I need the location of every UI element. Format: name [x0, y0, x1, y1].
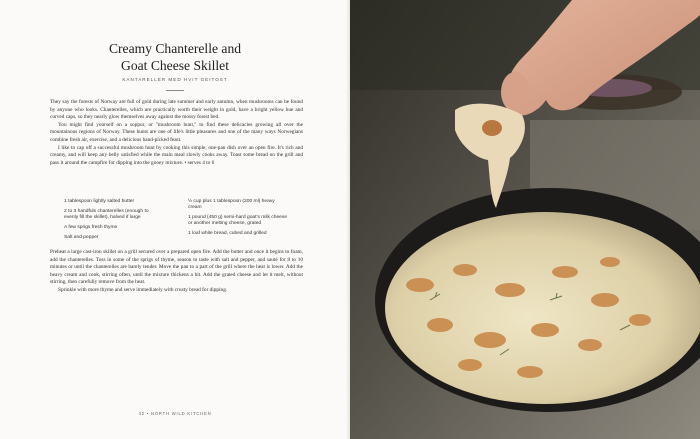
recipe-title — [0, 40, 350, 74]
page-footer: 32 • NORTH WILD KITCHEN — [138, 411, 212, 416]
recipe-intro — [50, 99, 303, 167]
skillet-photo — [350, 0, 700, 439]
serves-note: • serves 4 to 6 — [183, 159, 215, 166]
ingredient-item: 1 pound (450 g) semi-hard goat's milk cheese or another melting cheese, grated — [188, 215, 288, 227]
intro-paragraph: You might find yourself on a soppur, or "mushroom hunt," to find these delicacies growing all over the mountainous regions of Norway. These hunts are one of life's little pleasures and one of the many ways Norwegians combine fresh air, exercise, and a delicious hand-picked feast. — [50, 121, 303, 143]
title-divider — [166, 90, 184, 91]
ingredients-column-right — [188, 199, 288, 245]
ingredient-item: 1 tablespoon lightly salted butter — [64, 199, 135, 204]
intro-paragraph: They say the forests of Norway are full of gold during late summer and early autumn, when mushrooms can be found by anyone who looks. Chanterelles, which are practically worth their weight in gold, have a bright yellow hue and curved caps, so they nearly glow themselves away against the mossy forest bed. — [50, 99, 303, 121]
thumb — [501, 72, 529, 112]
ingredient-item: ½ cup plus 1 tablespoon (200 ml) heavy cream — [188, 199, 275, 211]
intro-paragraph — [50, 145, 303, 168]
recipe-method — [50, 249, 303, 295]
recipe-title-line2: Goat Cheese Skillet — [121, 58, 229, 73]
ingredient-item: 2 to 3 handfuls chanterelles (enough to evenly fill the skillet), halved if large — [64, 208, 149, 221]
recipe-subtitle: KANTARELLER MED HVIT GEITOST — [122, 77, 228, 82]
bread-mushroom — [482, 120, 502, 136]
ingredient-item: A few sprigs fresh thyme — [64, 225, 118, 231]
recipe-title-line1: Creamy Chanterelle and — [108, 41, 242, 56]
method-paragraph: Preheat a large cast-iron skillet on a grill secured over a prepared open fire. Add the butter and once it begins to foam, add the chanterelles. Toss in some of the sprigs of thyme, season to taste with salt and pepper, and sauté for 8 to 10 minutes or until the chanterelles are barely tender. Move the pan to a part of the grill where the heat is lower. Add the heavy cream and cook, stirring often, until the mixture thickens a bit. Add the grated cheese and let it melt, without stirring, then carefully remove from the heat. — [50, 249, 303, 286]
ingredients-list — [64, 199, 294, 245]
ingredient-item: 1 loaf white bread, cubed and grilled — [188, 231, 267, 237]
ingredients-column-left — [64, 199, 164, 245]
ingredient-item: Salt and pepper — [64, 234, 99, 240]
method-paragraph: Sprinkle with more thyme and serve immediately with crusty bread for dipping. — [58, 286, 228, 293]
skillet-cheese — [385, 212, 700, 404]
photo-page — [350, 0, 700, 439]
intro-text: I like to cap off a successful mushroom hunt by cooking this simple, one-pan dish over an open fire. It's rich and creamy, and will keep any belly satisfied while the main meal slowly cooks away. Toast some bread on the grill and pass it around the campfire for dipping into the gooey mixture. — [50, 144, 303, 166]
